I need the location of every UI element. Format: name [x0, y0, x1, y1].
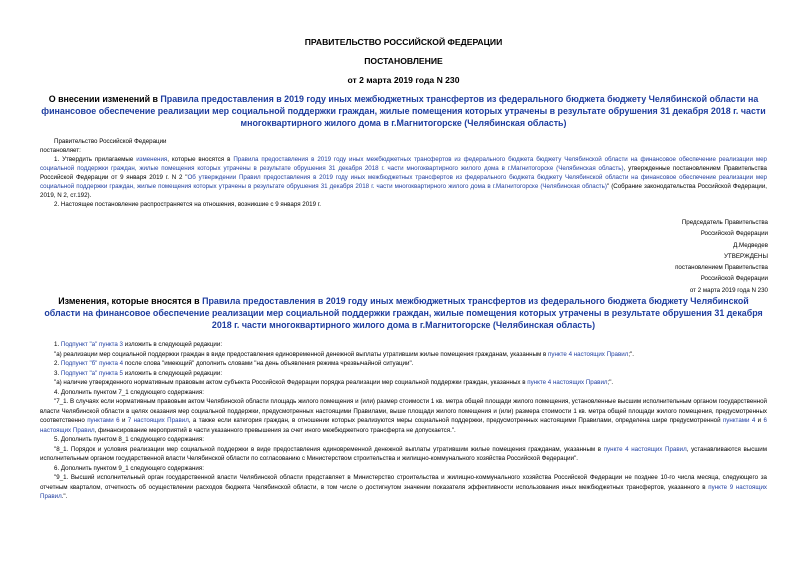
p1-text-a: 1. Утвердить прилагаемые: [54, 156, 137, 163]
changes-link[interactable]: изменения: [136, 156, 168, 163]
signature-block: [548, 217, 768, 296]
changes-title: [40, 295, 767, 331]
change-4-quote-c: и: [119, 417, 128, 424]
change-1-quote-end: ;".: [628, 350, 634, 358]
change-1: [40, 340, 767, 350]
document-title: [40, 93, 767, 129]
government-header: ПРАВИТЕЛЬСТВО РОССИЙСКОЙ ФЕДЕРАЦИИ: [304, 37, 503, 47]
signature-name: Д.Медведев: [733, 241, 768, 249]
change-3-quote-link[interactable]: пункте 4 настоящих Правил: [527, 379, 608, 386]
change-5-quote: [40, 445, 767, 464]
change-3-text: изложить в следующей редакции:: [123, 369, 223, 377]
change-3-link[interactable]: Подпункт "а" пункта 5: [60, 369, 124, 377]
change-3-quote-end: ;".: [607, 379, 614, 386]
p1-text-g: " (Собрание законодательства Российской Федерации, 2019, N 2, ст.192).: [40, 183, 767, 199]
p1-text-c: , которые вносятся в: [167, 156, 234, 163]
change-2-text: после слова "имеющий" дополнить словами "на день объявления режима чрезвычайной ситуации".: [123, 360, 414, 367]
change-1-quote: [40, 350, 767, 360]
preamble-line-2: постановляет:: [40, 147, 81, 154]
change-5: 5. Дополнить пунктом 8_1 следующего содержания:: [54, 436, 204, 443]
changes-list: [40, 340, 767, 502]
approved-date: от 2 марта 2019 года N 230: [689, 286, 768, 294]
change-4-link-p6b[interactable]: 6 настоящих Правил: [40, 417, 767, 434]
change-6-link[interactable]: пункте 9 настоящих Правил: [40, 483, 768, 500]
signature-line-1: Председатель Правительства: [681, 219, 768, 226]
change-4-quote-i: , финансирование мероприятий в части указанного превышения за счет иного межбюджетного трансферта не допускается.".: [94, 426, 456, 434]
signature-line-2: Российской Федерации: [700, 230, 768, 238]
preamble: [40, 137, 767, 209]
approved-line-2: Российской Федерации: [700, 275, 768, 283]
change-1-text: изложить в следующей редакции:: [123, 341, 223, 348]
document-type: ПОСТАНОВЛЕНИЕ: [364, 56, 443, 66]
p1-text-e: , утвержденные постановлением Правительства Российской Федерации от 9 января 2019 г. N 2 ": [40, 165, 767, 181]
change-4-quote-e: , а также если категория граждан, в отношении которых реализуются меры социальной поддержки, предусмотренных настоящими Правилами, определена шире предусмотренной: [188, 417, 723, 424]
preamble-line-1: Правительство Российской Федерации: [54, 138, 167, 145]
change-6-quote-a: "9_1. Высший исполнительный орган государственной власти Челябинской области представляет в Министерство строительства и жилищно-коммунального хозяйства Российской Федерации не позднее 10-го числа месяца, следующего за отчетным кварталом, отчетность об осуществлении расходов бюджета Челябинской области, в том числе о достигнутом значении показателя эффективности использования иных межбюджетных трансфертов, указанного в: [40, 474, 767, 491]
change-4-link-p4[interactable]: пунктами 4: [722, 417, 756, 424]
paragraph-1: [40, 155, 767, 200]
document-date-number: от 2 марта 2019 года N 230: [347, 75, 460, 85]
approved-line-1: постановлением Правительства: [675, 264, 768, 272]
change-4-quote-g: и: [755, 417, 764, 424]
changes-title-prefix: Изменения, которые вносятся в: [58, 296, 203, 306]
change-3-quote-text: "а) наличие утвержденного нормативным правовым актом субъекта Российской Федерации порядка реализации мер социальной поддержки граждан, указанных в: [54, 379, 528, 386]
change-2: [40, 359, 767, 369]
change-4-quote: [40, 397, 767, 435]
paragraph-2: 2. Настоящее постановление распространяется на отношения, возникшие с 9 января 2019 г.: [54, 201, 321, 208]
resolution-link[interactable]: Об утверждении Правил предоставления в 2019 году иных межбюджетных трансфертов из федерального бюджета бюджету Челябинской области на финансовое обеспечение реализации мер социальной поддержки граждан, жилые помещения которых утрачены в результате обрушения 31 декабря 2018 г. части многоквартирного жилого дома в г.Магнитогорске (Челябинская область): [40, 174, 767, 190]
change-6-quote: [40, 473, 767, 502]
change-2-link[interactable]: Подпункт "б" пункта 4: [60, 360, 124, 367]
change-4-quote-a: "7_1. В случаях если нормативным правовым актом Челябинской области площадь жилого помещения и (или) размер стоимости 1 кв. метра общей площади жилого помещения, установленные высшим исполнительным органом государственной власти Челябинской области в целях оказания мер социальной поддержки, предусмотренных настоящими Правилами, выше площади жилого помещения и (или) размера стоимости 1 кв. метра общей площади жилого помещения, предусмотренных соответственно: [40, 398, 767, 424]
change-4-link-p6[interactable]: пунктами 6: [87, 417, 120, 424]
change-5-quote-a: "8_1. Порядок и условия реализации мер социальной поддержки в виде предоставления единовременной денежной выплаты утратившим жилые помещения гражданам, указанным в: [54, 445, 604, 453]
rules-link[interactable]: Правила предоставления в 2019 году иных межбюджетных трансфертов из федерального бюджета бюджету Челябинской области на финансовое обеспечение реализации мер социальной поддержки граждан, жилые помещения которых утрачены в результате обрушения 31 декабря 2018 г. части многоквартирного жилого дома в г.Магнитогорске (Челябинская область): [40, 156, 767, 172]
change-4: 4. Дополнить пунктом 7_1 следующего содержания:: [54, 388, 204, 396]
approved-label: УТВЕРЖДЕНЫ: [724, 252, 768, 260]
change-2-num: 2.: [54, 360, 61, 367]
change-1-quote-text: "а) реализации мер социальной поддержки граждан в виде предоставления единовременной денежной выплаты утратившим жилые помещения гражданам, указанным в: [54, 350, 549, 358]
title-rules-link[interactable]: Правила предоставления в 2019 году иных межбюджетных трансфертов из федерального бюджета бюджету Челябинской области на финансовое обеспечение реализации мер социальной поддержки граждан, жилые помещения которых утрачены в результате обрушения 31 декабря 2018 г. части многоквартирного жилого дома в г.Магнитогорске (Челябинская область): [41, 94, 766, 128]
change-5-link[interactable]: пункте 4 настоящих Правил: [603, 445, 687, 453]
change-3-quote: [40, 378, 767, 388]
change-4-link-p7[interactable]: 7 настоящих Правил: [127, 417, 189, 424]
changes-title-rules-link[interactable]: Правила предоставления в 2019 году иных межбюджетных трансфертов из федерального бюджета бюджету Челябинской области на финансовое обеспечение реализации мер социальной поддержки граждан, жилые помещения которых утрачены в результате обрушения 31 декабря 2018 г. части многоквартирного жилого дома в г.Магнитогорске (Челябинская область): [44, 296, 763, 330]
title-prefix: О внесении изменений в: [48, 94, 161, 104]
change-3: [40, 369, 767, 379]
change-1-num: 1.: [54, 341, 61, 348]
change-6: 6. Дополнить пунктом 9_1 следующего содержания:: [54, 464, 204, 472]
change-5-quote-c: , устанавливаются высшим исполнительным органом государственной власти Челябинской области по согласованию с Министерством строительства и жилищно-коммунального хозяйства Российской Федерации".: [40, 445, 767, 462]
change-1-quote-link[interactable]: пункте 4 настоящих Правил: [548, 350, 629, 358]
change-6-quote-c: .".: [61, 493, 68, 500]
change-3-num: 3.: [54, 369, 61, 377]
change-1-link[interactable]: Подпункт "а" пункта 3: [60, 341, 124, 348]
